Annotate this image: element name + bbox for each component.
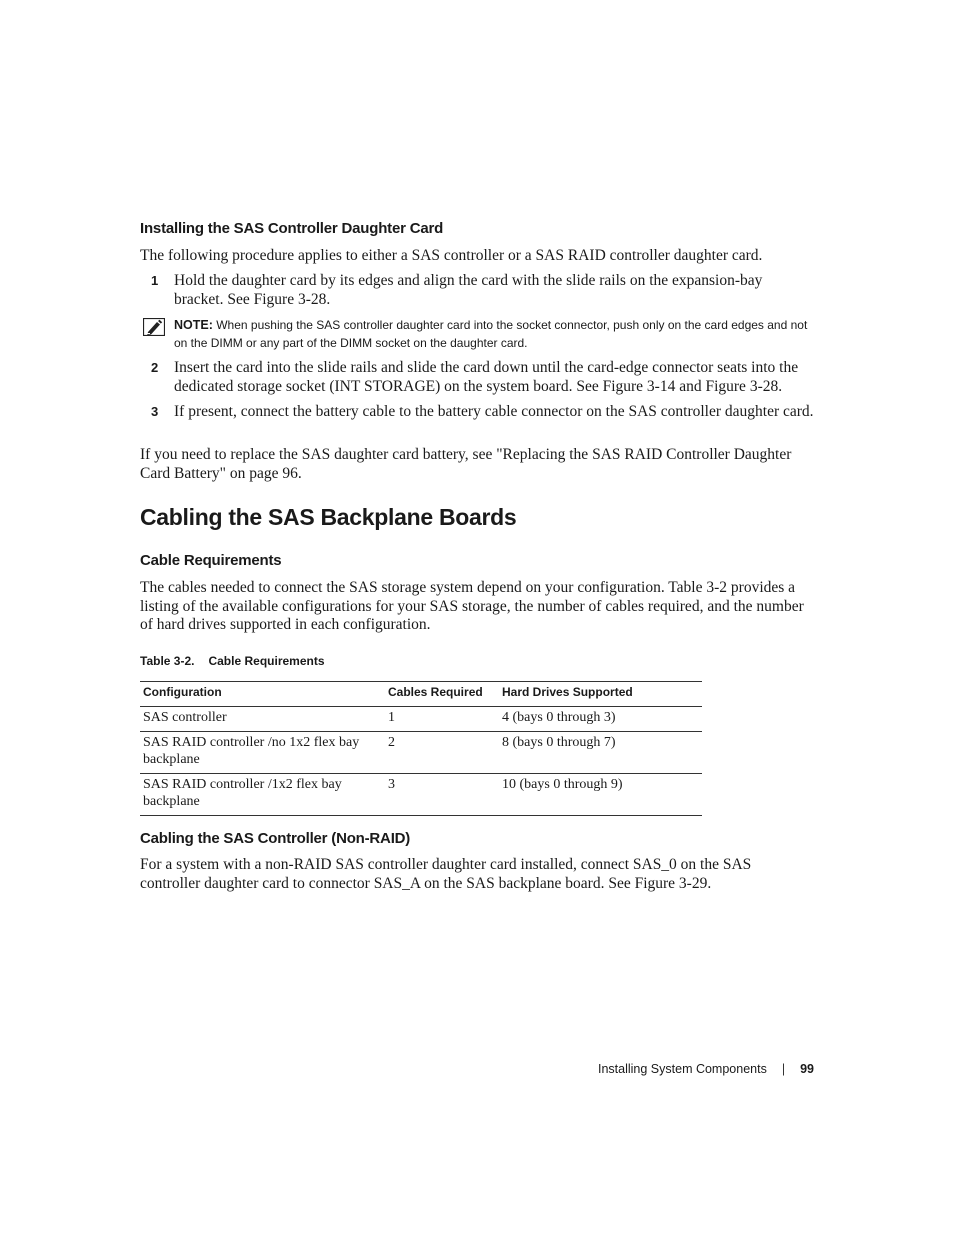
footer-chapter-title: Installing System Components bbox=[598, 1062, 767, 1076]
table-row bbox=[140, 707, 702, 732]
step-number: 3 bbox=[151, 404, 159, 419]
column-header-hard-drives-supported: Hard Drives Supported bbox=[499, 682, 702, 707]
table-cell: 3 bbox=[385, 774, 499, 816]
step-number: 2 bbox=[151, 360, 159, 375]
table-cell: 8 (bays 0 through 7) bbox=[499, 732, 702, 774]
column-header-cables-required: Cables Required bbox=[385, 682, 499, 707]
cable-requirements-table bbox=[140, 681, 702, 816]
table-cell: SAS RAID controller /1x2 flex bay backplane bbox=[140, 774, 385, 816]
note-body: When pushing the SAS controller daughter card into the socket connector, push only on the card edges and not on the DIMM or any part of the DIMM socket on the daughter card. bbox=[174, 318, 808, 350]
subheading-cable-requirements: Cable Requirements bbox=[140, 552, 282, 569]
step-text: Hold the daughter card by its edges and align the card with the slide rails on the expansion-bay bracket. See Figure 3-28. bbox=[174, 272, 763, 308]
section-heading-cabling: Cabling the SAS Backplane Boards bbox=[140, 504, 517, 530]
intro-paragraph: The following procedure applies to either a SAS controller or a SAS RAID controller daughter card. bbox=[140, 247, 763, 264]
table-header-row bbox=[140, 682, 702, 707]
table-row bbox=[140, 732, 702, 774]
table-cell: SAS RAID controller /no 1x2 flex bay backplane bbox=[140, 732, 385, 774]
battery-reference-paragraph: If you need to replace the SAS daughter card battery, see "Replacing the SAS RAID Controller Daughter Card Battery" on page 96. bbox=[140, 446, 792, 482]
table-caption-number: Table 3-2. bbox=[140, 654, 195, 668]
page-number: 99 bbox=[800, 1062, 814, 1076]
note-pencil-icon bbox=[143, 318, 165, 336]
non-raid-cabling-paragraph: For a system with a non-RAID SAS controller daughter card installed, connect SAS_0 on the SAS controller daughter card to connector SAS_A on the SAS backplane board. See Figure 3-29. bbox=[140, 856, 752, 892]
footer-separator: | bbox=[781, 1062, 786, 1076]
step-text: If present, connect the battery cable to the battery cable connector on the SAS controller daughter card. bbox=[174, 403, 814, 420]
table-caption-title: Cable Requirements bbox=[208, 654, 325, 668]
step-text: Insert the card into the slide rails and slide the card down until the card-edge connector seats into the dedicated storage socket (INT STORAGE) on the system board. See Figure 3-14 and Figure 3-28. bbox=[174, 359, 799, 395]
note-label: NOTE: bbox=[174, 318, 213, 332]
table-cell: 10 (bays 0 through 9) bbox=[499, 774, 702, 816]
page-footer bbox=[598, 1062, 814, 1076]
section-heading-install-daughter-card: Installing the SAS Controller Daughter Card bbox=[140, 220, 444, 237]
table-caption bbox=[140, 654, 325, 668]
table-row bbox=[140, 774, 702, 816]
column-header-configuration: Configuration bbox=[140, 682, 385, 707]
table-cell: 1 bbox=[385, 707, 499, 732]
note-text bbox=[174, 316, 815, 352]
cable-requirements-paragraph: The cables needed to connect the SAS storage system depend on your configuration. Table 3-2 provides a listing of the available configurations for your SAS storage, the number of cables required, and the number of hard drives supported in each configuration. bbox=[140, 579, 804, 633]
table-cell: SAS controller bbox=[140, 707, 385, 732]
table-cell: 2 bbox=[385, 732, 499, 774]
step-number: 1 bbox=[151, 273, 159, 288]
table-cell: 4 (bays 0 through 3) bbox=[499, 707, 702, 732]
subheading-cabling-non-raid: Cabling the SAS Controller (Non-RAID) bbox=[140, 830, 411, 847]
